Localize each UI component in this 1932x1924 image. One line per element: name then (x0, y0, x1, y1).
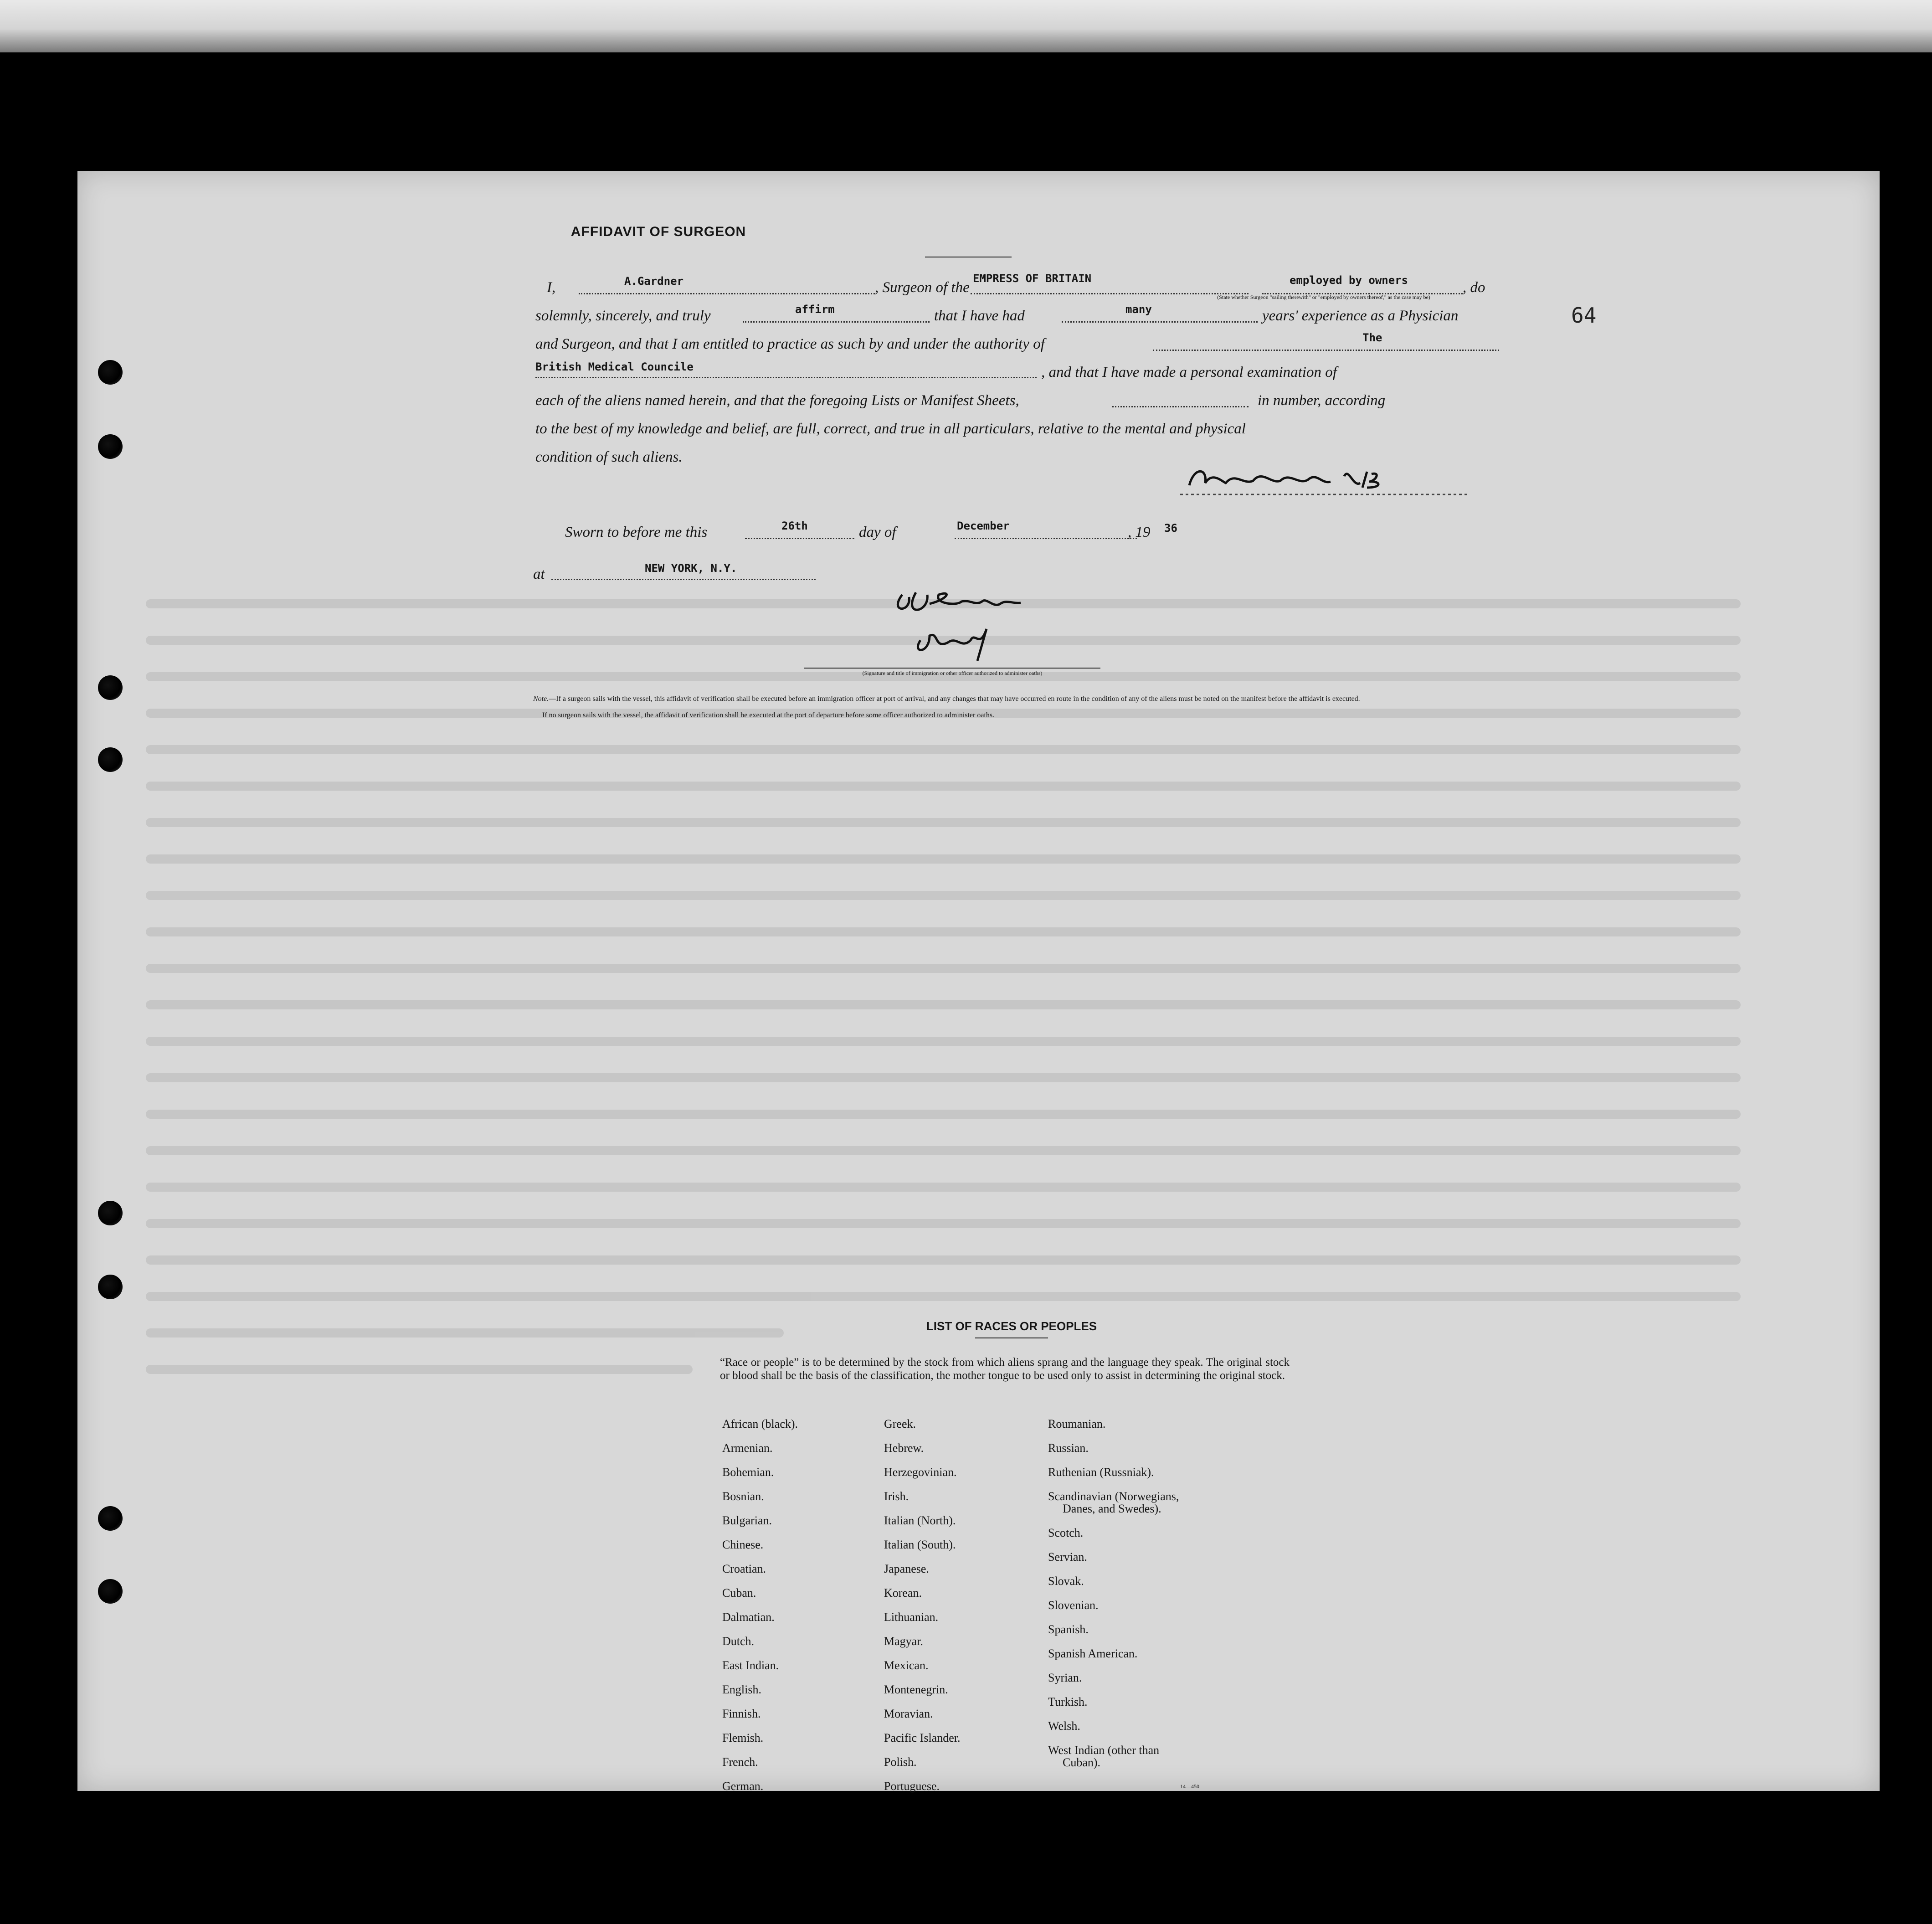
race-item: Turkish. (1048, 1695, 1088, 1708)
sworn-place: NEW YORK, N.Y. (645, 562, 737, 575)
race-item: French. (722, 1755, 758, 1769)
binder-hole (98, 1506, 123, 1531)
race-item: Japanese. (884, 1562, 929, 1575)
surgeon-employment: employed by owners (1290, 274, 1408, 287)
race-item: Syrian. (1048, 1671, 1082, 1684)
race-item: Hebrew. (884, 1441, 924, 1455)
race-item: Portuguese. (884, 1780, 940, 1793)
affidavit-text: , and that I have made a personal examination of (1041, 364, 1337, 381)
affirm-word: affirm (795, 303, 835, 316)
race-item: Italian (South). (884, 1538, 956, 1551)
binder-hole (98, 1275, 123, 1299)
officer-signature (884, 586, 1075, 663)
fill-line (743, 321, 930, 323)
binder-hole (98, 747, 123, 772)
scanner-top-strip (0, 0, 1932, 52)
race-item: African (black). (722, 1417, 798, 1430)
race-item: Slovak. (1048, 1574, 1084, 1588)
race-item: West Indian (other than (1048, 1744, 1160, 1757)
races-intro: “Race or people” is to be determined by the stock from which aliens sprang and the language they speak. The original stock or blood shall be the basis of the classification, the mother tongue to be used only to assist in determining the original stock. (720, 1356, 1290, 1382)
affidavit-text: condition of such aliens. (535, 449, 683, 465)
affidavit-text: to the best of my knowledge and belief, are full, correct, and true in all particulars, relative to the mental and physical (535, 421, 1246, 437)
affidavit-text: years' experience as a Physician (1262, 308, 1459, 324)
race-item: Mexican. (884, 1659, 929, 1672)
bleed-through-text (77, 171, 1880, 1791)
race-item: Russian. (1048, 1441, 1089, 1455)
race-item: Korean. (884, 1586, 922, 1600)
years-experience: many (1125, 303, 1152, 316)
race-item: East Indian. (722, 1659, 779, 1672)
affidavit-text: , Surgeon of the (875, 279, 970, 296)
page-number: 64 (1571, 303, 1597, 328)
race-item: Magyar. (884, 1635, 923, 1648)
ship-name: EMPRESS OF BRITAIN (973, 272, 1092, 285)
affidavit-note (533, 695, 1490, 703)
race-item: Welsh. (1048, 1719, 1080, 1733)
manifest-page (77, 171, 1880, 1791)
race-item: Roumanian. (1048, 1417, 1106, 1430)
fill-line (1153, 350, 1499, 351)
affidavit-note (542, 711, 1490, 719)
race-item: Lithuanian. (884, 1610, 939, 1624)
fill-line (579, 293, 875, 294)
race-item: Danes, and Swedes). (1063, 1502, 1161, 1515)
race-item: Scotch. (1048, 1526, 1084, 1539)
race-item: Bosnian. (722, 1490, 764, 1503)
affidavit-text: solemnly, sincerely, and truly (535, 308, 711, 324)
race-item: Dalmatian. (722, 1610, 775, 1624)
races-column-3 (1048, 1417, 1179, 1780)
race-item: Cuban. (722, 1586, 756, 1600)
race-item: Italian (North). (884, 1514, 956, 1527)
affidavit-text: and Surgeon, and that I am entitled to practice as such by and under the authority of (535, 336, 1045, 352)
affidavit-text: each of the aliens named herein, and that the foregoing Lists or Manifest Sheets, (535, 392, 1019, 409)
race-item: Flemish. (722, 1731, 764, 1744)
race-item: Dutch. (722, 1635, 755, 1648)
race-item: Croatian. (722, 1562, 766, 1575)
fill-line (745, 538, 854, 539)
note-text-2: If no surgeon sails with the vessel, the affidavit of verification shall be executed at the port of departure before some officer authorized to administer oaths. (542, 711, 995, 719)
race-item: Spanish. (1048, 1623, 1089, 1636)
fill-line (955, 538, 1137, 539)
affidavit-text: that I have had (934, 308, 1025, 324)
race-item: Armenian. (722, 1441, 773, 1455)
race-item: Spanish American. (1048, 1647, 1138, 1660)
sworn-day: 26th (781, 520, 808, 532)
officer-signature-line (804, 668, 1100, 669)
authority-name-part2: British Medical Councile (535, 360, 694, 373)
race-item: Bohemian. (722, 1466, 774, 1479)
form-number: 14—450 (1180, 1783, 1199, 1790)
race-item: Servian. (1048, 1550, 1087, 1564)
note-label: Note. (533, 695, 549, 703)
race-item: Slovenian. (1048, 1599, 1099, 1612)
note-text-1: —If a surgeon sails with the vessel, this affidavit of verification shall be executed before an immigration officer at port of arrival, and any changes that may have occurred en route in the condition of any of the aliens must be noted on the manifest before the affidavit is executed. (549, 695, 1360, 703)
affidavit-text: Sworn to before me this (565, 524, 708, 540)
binder-hole (98, 1201, 123, 1225)
races-title: LIST OF RACES OR PEOPLES (926, 1319, 1097, 1333)
authority-name-part1: The (1362, 331, 1382, 344)
race-item: Scandinavian (Norwegians, (1048, 1490, 1179, 1503)
binder-hole (98, 434, 123, 459)
affidavit-text: , 19 (1128, 524, 1151, 540)
affidavit-title: AFFIDAVIT OF SURGEON (570, 224, 746, 239)
race-item: German. (722, 1780, 764, 1793)
affidavit-text: day of (859, 524, 896, 540)
binder-hole (98, 360, 123, 385)
officer-caption: (Signature and title of immigration or other officer authorized to administer oaths) (862, 670, 1043, 676)
race-item: Bulgarian. (722, 1514, 772, 1527)
race-item: Pacific Islander. (884, 1731, 961, 1744)
race-item: Irish. (884, 1490, 909, 1503)
races-column-1 (722, 1417, 798, 1804)
affidavit-text: I, (547, 279, 556, 296)
employment-instruction: (State whether Surgeon "sailing therewith" or "employed by owners thereof," as the case may be) (1217, 294, 1430, 300)
fill-line (535, 377, 1037, 378)
fill-line (1112, 406, 1249, 407)
race-item: Cuban). (1063, 1756, 1101, 1769)
affidavit-text: at (533, 566, 545, 582)
binder-hole (98, 1579, 123, 1604)
race-item: Polish. (884, 1755, 917, 1769)
fill-line (1062, 321, 1258, 323)
sworn-month: December (957, 520, 1010, 532)
races-column-2 (884, 1417, 961, 1804)
race-item: Moravian. (884, 1707, 933, 1720)
binder-hole (98, 675, 123, 700)
race-item: Greek. (884, 1417, 916, 1430)
fill-line (551, 579, 816, 580)
surgeon-name: A.Gardner (624, 275, 684, 288)
race-item: Herzegovinian. (884, 1466, 957, 1479)
race-item: Finnish. (722, 1707, 761, 1720)
race-item: Montenegrin. (884, 1683, 948, 1696)
affidavit-text: in number, according (1258, 392, 1386, 409)
sworn-year: 36 (1164, 522, 1177, 535)
affidavit-text: , do (1463, 279, 1485, 296)
surgeon-signature (1180, 463, 1499, 494)
race-item: Chinese. (722, 1538, 764, 1551)
race-item: English. (722, 1683, 761, 1696)
race-item: Ruthenian (Russniak). (1048, 1466, 1154, 1479)
